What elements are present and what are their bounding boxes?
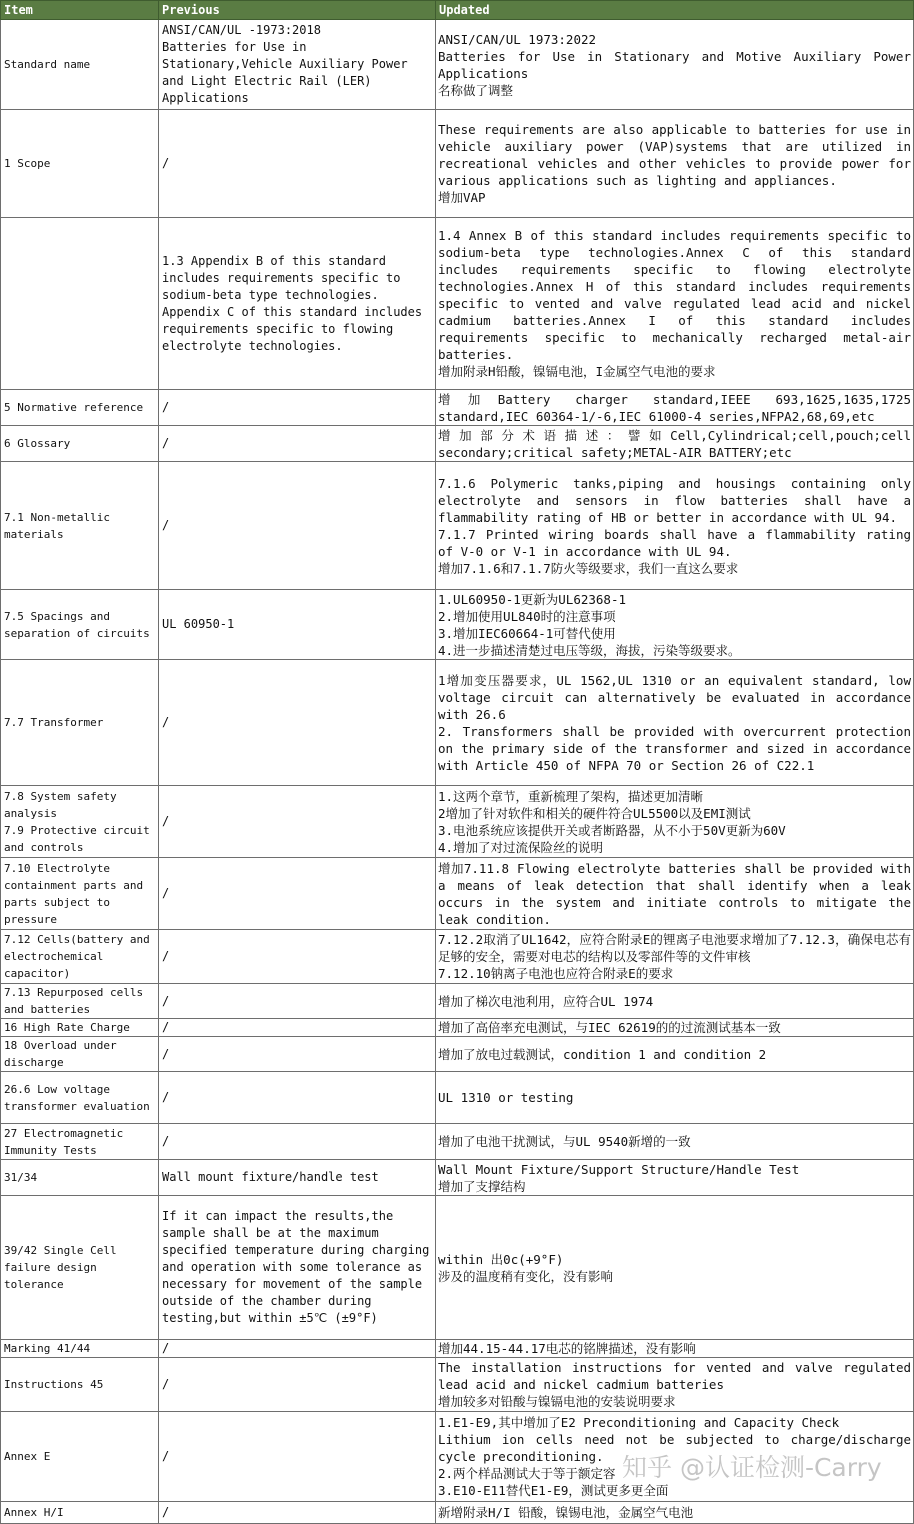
updated-cell xyxy=(436,590,914,660)
header-previous: Previous xyxy=(159,1,436,20)
previous-text: / xyxy=(162,518,170,532)
item-text: 7.8 System safety analysis xyxy=(4,789,117,820)
previous-cell xyxy=(159,1160,436,1196)
previous-cell xyxy=(159,1019,436,1037)
updated-cell xyxy=(436,1358,914,1412)
item-text: 5 Normative reference xyxy=(4,401,144,414)
previous-cell xyxy=(159,590,436,660)
updated-cell xyxy=(436,110,914,218)
previous-text: / xyxy=(162,1090,170,1104)
updated-cell xyxy=(436,390,914,426)
table-row xyxy=(1,590,914,660)
previous-cell xyxy=(159,1072,436,1124)
item-text: 18 Overload under discharge xyxy=(4,1039,117,1069)
previous-text: / xyxy=(162,1377,170,1391)
updated-text: 增加了放电过载测试，condition 1 and condition 2 xyxy=(438,1046,767,1062)
previous-text: / xyxy=(162,993,170,1008)
updated-text: 增加44.15-44.17电芯的铭牌描述，没有影响 xyxy=(438,1341,696,1356)
item-text: 6 Glossary xyxy=(4,437,71,450)
updated-text: 增加Battery charger standard,IEEE 693,1625,1635,1725 standard,IEC 60364-1/-6,IEC 61000-4 series,NFPA2,68,69,etc xyxy=(438,391,911,424)
previous-cell xyxy=(159,1037,436,1072)
item-cell xyxy=(1,1160,159,1196)
item-text: 1 Scope xyxy=(4,157,51,170)
previous-text: Batteries for Use in Stationary,Vehicle Auxiliary Power and Light Electric Rail (LER) Applications xyxy=(162,40,408,105)
previous-cell xyxy=(159,462,436,590)
item-text: 7.12 Cells(battery and electrochemical capacitor) xyxy=(4,933,150,980)
item-text: 7.1 Non-metallic materials xyxy=(4,510,110,541)
item-cell xyxy=(1,1412,159,1502)
updated-text: Batteries for Use in Stationary and Motive Auxiliary Power Applications xyxy=(438,48,911,81)
updated-cell xyxy=(436,1124,914,1160)
previous-cell xyxy=(159,1358,436,1412)
updated-text: 涉及的温度稍有变化，没有影响 xyxy=(438,1268,614,1284)
table-row xyxy=(1,1019,914,1037)
updated-text: 1.这两个章节，重新梳理了架构，描述更加清晰 xyxy=(438,788,704,804)
updated-text: 增加较多对铅酸与镍镉电池的安装说明要求 xyxy=(438,1394,676,1409)
updated-text: 增加VAP xyxy=(438,190,486,205)
table-row xyxy=(1,930,914,984)
previous-text: UL 60950-1 xyxy=(162,617,235,631)
updated-cell xyxy=(436,462,914,590)
previous-text: / xyxy=(162,1449,170,1463)
item-cell xyxy=(1,110,159,218)
item-cell xyxy=(1,1502,159,1524)
previous-text: ANSI/CAN/UL -1973:2018 xyxy=(162,23,321,37)
item-text: 7.9 Protective circuit and controls xyxy=(4,823,150,854)
item-text: 27 Electromagnetic Immunity Tests xyxy=(4,1126,124,1157)
previous-text: Wall mount fixture/handle test xyxy=(162,1170,379,1184)
previous-cell xyxy=(159,786,436,858)
item-text: Instructions 45 xyxy=(4,1378,104,1391)
previous-cell xyxy=(159,984,436,1019)
updated-text: 增加附录H铅酸，镍镉电池，I金属空气电池的要求 xyxy=(438,364,716,379)
previous-text: / xyxy=(162,1020,170,1034)
header-item: Item xyxy=(1,1,159,20)
previous-text: / xyxy=(162,156,170,170)
item-text: 7.13 Repurposed cells and batteries xyxy=(4,986,144,1016)
updated-text: 增加了梯次电池利用，应符合UL 1974 xyxy=(438,993,654,1009)
updated-text: These requirements are also applicable to batteries for use in vehicle auxiliary power (VAP)systems that are utilized in recreational vehicles and other vehicles to provide power for various applications such as lighting and appliances. xyxy=(438,122,911,188)
updated-cell xyxy=(436,660,914,786)
updated-text: 1.UL60950-1更新为UL62368-1 xyxy=(438,591,627,607)
previous-cell xyxy=(159,426,436,462)
updated-text: 1增加变压器要求，UL 1562,UL 1310 or an equivalent standard, low voltage circuit can alternatively be evaluated in accordance with 26.6 xyxy=(438,672,911,722)
item-text: 39/42 Single Cell failure design tolerance xyxy=(4,1244,117,1291)
header-updated: Updated xyxy=(436,1,914,20)
previous-text: / xyxy=(162,886,170,900)
updated-text: 增加了高倍率充电测试，与IEC 62619的的过流测试基本一致 xyxy=(438,1020,781,1035)
updated-text: Wall Mount Fixture/Support Structure/Handle Test xyxy=(438,1161,800,1177)
previous-cell xyxy=(159,660,436,786)
previous-cell xyxy=(159,1196,436,1340)
updated-text: The installation instructions for vented and valve regulated lead acid and nickel cadmium batteries xyxy=(438,1360,911,1392)
updated-cell xyxy=(436,858,914,930)
table-row xyxy=(1,1072,914,1124)
updated-cell xyxy=(436,1160,914,1196)
previous-text: If it can impact the results,the sample shall be at the maximum specified temperature during charging and operation with some tolerance as necessary for movement of the sample outside of the chamber during testing,but within ±5℃ (±9°F) xyxy=(162,1209,430,1325)
item-text: Annex H/I xyxy=(4,1506,64,1519)
table-row xyxy=(1,1124,914,1160)
item-cell xyxy=(1,590,159,660)
item-cell xyxy=(1,218,159,390)
previous-cell xyxy=(159,20,436,110)
item-cell xyxy=(1,1072,159,1124)
updated-text: 增加7.1.6和7.1.7防火等级要求，我们一直这么要求 xyxy=(438,560,739,576)
updated-text: 名称做了调整 xyxy=(438,82,514,98)
previous-text: / xyxy=(162,400,170,414)
table-row xyxy=(1,426,914,462)
updated-text: 2增加了针对软件和相关的硬件符合UL5500以及EMI测试 xyxy=(438,805,751,821)
previous-cell xyxy=(159,390,436,426)
watermark: 知乎 @认证检测-Carry xyxy=(622,1453,882,1482)
previous-text: / xyxy=(162,1505,170,1519)
updated-text: 增加部分术语描述：譬如Cell,Cylindrical;cell,pouch;cell secondary;critical safety;METAL-AIR BATTERY;etc xyxy=(438,427,911,460)
table-row xyxy=(1,20,914,110)
updated-cell xyxy=(436,218,914,390)
updated-text: ANSI/CAN/UL 1973:2022 xyxy=(438,31,597,47)
previous-text: / xyxy=(162,949,170,963)
table-row xyxy=(1,1196,914,1340)
table-row xyxy=(1,110,914,218)
table-row xyxy=(1,1340,914,1358)
item-cell xyxy=(1,1124,159,1160)
updated-text: 7.1.7 Printed wiring boards shall have a flammability rating of V-0 or V-1 in accordance with UL 94. xyxy=(438,526,911,559)
previous-cell xyxy=(159,930,436,984)
table-row xyxy=(1,1037,914,1072)
updated-cell xyxy=(436,20,914,110)
updated-text: within 出0c(+9°F) xyxy=(438,1251,564,1267)
updated-text: 1.4 Annex B of this standard includes requirements specific to sodium-beta type technologies.Annex C of this standard includes requirements specific to flowing electrolyte technologies.Annex H of this standard includes requirements specific to vented and valve regulated lead acid and nickel cadmium batteries.Annex I of this standard includes requirements specific to mechanically recharged metal-air batteries. xyxy=(438,228,911,362)
item-cell xyxy=(1,1196,159,1340)
updated-text: 3.增加IEC60664-1可替代使用 xyxy=(438,625,616,641)
updated-text: UL 1310 or testing xyxy=(438,1090,574,1105)
previous-cell xyxy=(159,1502,436,1524)
table-row xyxy=(1,1358,914,1412)
previous-cell xyxy=(159,858,436,930)
updated-text: 7.1.6 Polymeric tanks,piping and housings containing only electrolyte and sensors in flow batteries shall have a flammability rating of HB or better in accordance with UL 94. xyxy=(438,475,911,525)
previous-cell xyxy=(159,1124,436,1160)
updated-text: 3.E10-E11替代E1-E9，测试更多更全面 xyxy=(438,1483,669,1498)
item-cell xyxy=(1,1037,159,1072)
item-cell xyxy=(1,660,159,786)
updated-text: 3.电池系统应该提供开关或者断路器，从不小于50V更新为60V xyxy=(438,822,786,838)
table-row xyxy=(1,984,914,1019)
updated-text: 2.两个样品测试大于等于额定容 xyxy=(438,1466,616,1481)
updated-cell xyxy=(436,786,914,858)
item-cell xyxy=(1,1019,159,1037)
item-text: 7.7 Transformer xyxy=(4,716,104,729)
item-cell xyxy=(1,20,159,110)
table-row xyxy=(1,462,914,590)
table-row xyxy=(1,390,914,426)
previous-text: / xyxy=(162,814,170,828)
updated-text: 4.进一步描述清楚过电压等级，海拔，污染等级要求。 xyxy=(438,642,741,658)
previous-cell xyxy=(159,1412,436,1502)
previous-cell xyxy=(159,218,436,390)
table-body xyxy=(1,20,914,1524)
previous-text: / xyxy=(162,1046,170,1061)
table-row xyxy=(1,1412,914,1502)
previous-cell xyxy=(159,1340,436,1358)
updated-text: 新增附录H/I 铅酸，镍锡电池，金属空气电池 xyxy=(438,1505,694,1520)
table-row xyxy=(1,786,914,858)
item-cell xyxy=(1,390,159,426)
previous-cell xyxy=(159,110,436,218)
table-row xyxy=(1,1502,914,1524)
updated-cell xyxy=(436,1072,914,1124)
updated-cell xyxy=(436,930,914,984)
item-cell xyxy=(1,984,159,1019)
item-text: 7.10 Electrolyte containment parts and parts subject to pressure xyxy=(4,861,144,926)
previous-text: 1.3 Appendix B of this standard includes requirements specific to sodium-beta type technologies. Appendix C of this standard includes requirements specific to flowing electrolyte technologies. xyxy=(162,253,423,353)
updated-cell xyxy=(436,984,914,1019)
table-row xyxy=(1,660,914,786)
table-row xyxy=(1,218,914,390)
updated-text: 增加了支撑结构 xyxy=(438,1178,526,1194)
updated-text: Lithium ion cells need not be subjected to charge/discharge cycle preconditioning. xyxy=(438,1432,911,1464)
previous-text: / xyxy=(162,715,170,729)
table-row xyxy=(1,858,914,930)
updated-text: 2. Transformers shall be provided with overcurrent protection on the primary side of the transformer and sized in accordance with Article 450 of NFPA 70 or Section 26 of C22.1 xyxy=(438,723,911,773)
updated-text: 7.12.2取消了UL1642，应符合附录E的锂离子电池要求增加了7.12.3，确保电芯有足够的安全，需要对电芯的结构以及零部件等的文件审核 xyxy=(438,932,911,964)
updated-cell xyxy=(436,1412,914,1502)
updated-cell xyxy=(436,1502,914,1524)
updated-cell xyxy=(436,1196,914,1340)
header-row xyxy=(1,1,914,20)
previous-text: / xyxy=(162,436,170,450)
item-cell xyxy=(1,1358,159,1412)
table-row xyxy=(1,1160,914,1196)
previous-text: / xyxy=(162,1341,170,1355)
item-cell xyxy=(1,426,159,462)
item-text: 31/34 xyxy=(4,1171,38,1184)
updated-text: 4.增加了对过流保险丝的说明 xyxy=(438,839,604,855)
item-cell xyxy=(1,462,159,590)
updated-cell xyxy=(436,1340,914,1358)
item-text: Standard name xyxy=(4,58,91,71)
updated-cell xyxy=(436,426,914,462)
item-cell xyxy=(1,786,159,858)
updated-text: 1.E1-E9,其中增加了E2 Preconditioning and Capacity Check xyxy=(438,1415,840,1430)
previous-text: / xyxy=(162,1134,170,1148)
item-text: Marking 41/44 xyxy=(4,1342,91,1355)
item-text: 16 High Rate Charge xyxy=(4,1021,130,1034)
updated-text: 2.增加使用UL840时的注意事项 xyxy=(438,608,616,624)
item-text: 7.5 Spacings and separation of circuits xyxy=(4,609,150,640)
updated-text: 增加7.11.8 Flowing electrolyte batteries shall be provided with a means of leak detection that shall identify when a leak occurs in the system and initiate controls to mitigate the leak condition. xyxy=(438,860,911,927)
updated-cell xyxy=(436,1019,914,1037)
updated-cell xyxy=(436,1037,914,1072)
updated-text: 增加了电池干扰测试，与UL 9540新增的一致 xyxy=(438,1134,691,1149)
item-text: 26.6 Low voltage transformer evaluation xyxy=(4,1082,150,1113)
item-cell xyxy=(1,1340,159,1358)
item-cell xyxy=(1,930,159,984)
item-cell xyxy=(1,858,159,930)
updated-text: 7.12.10钠离子电池也应符合附录E的要求 xyxy=(438,966,674,981)
item-text: Annex E xyxy=(4,1450,51,1463)
